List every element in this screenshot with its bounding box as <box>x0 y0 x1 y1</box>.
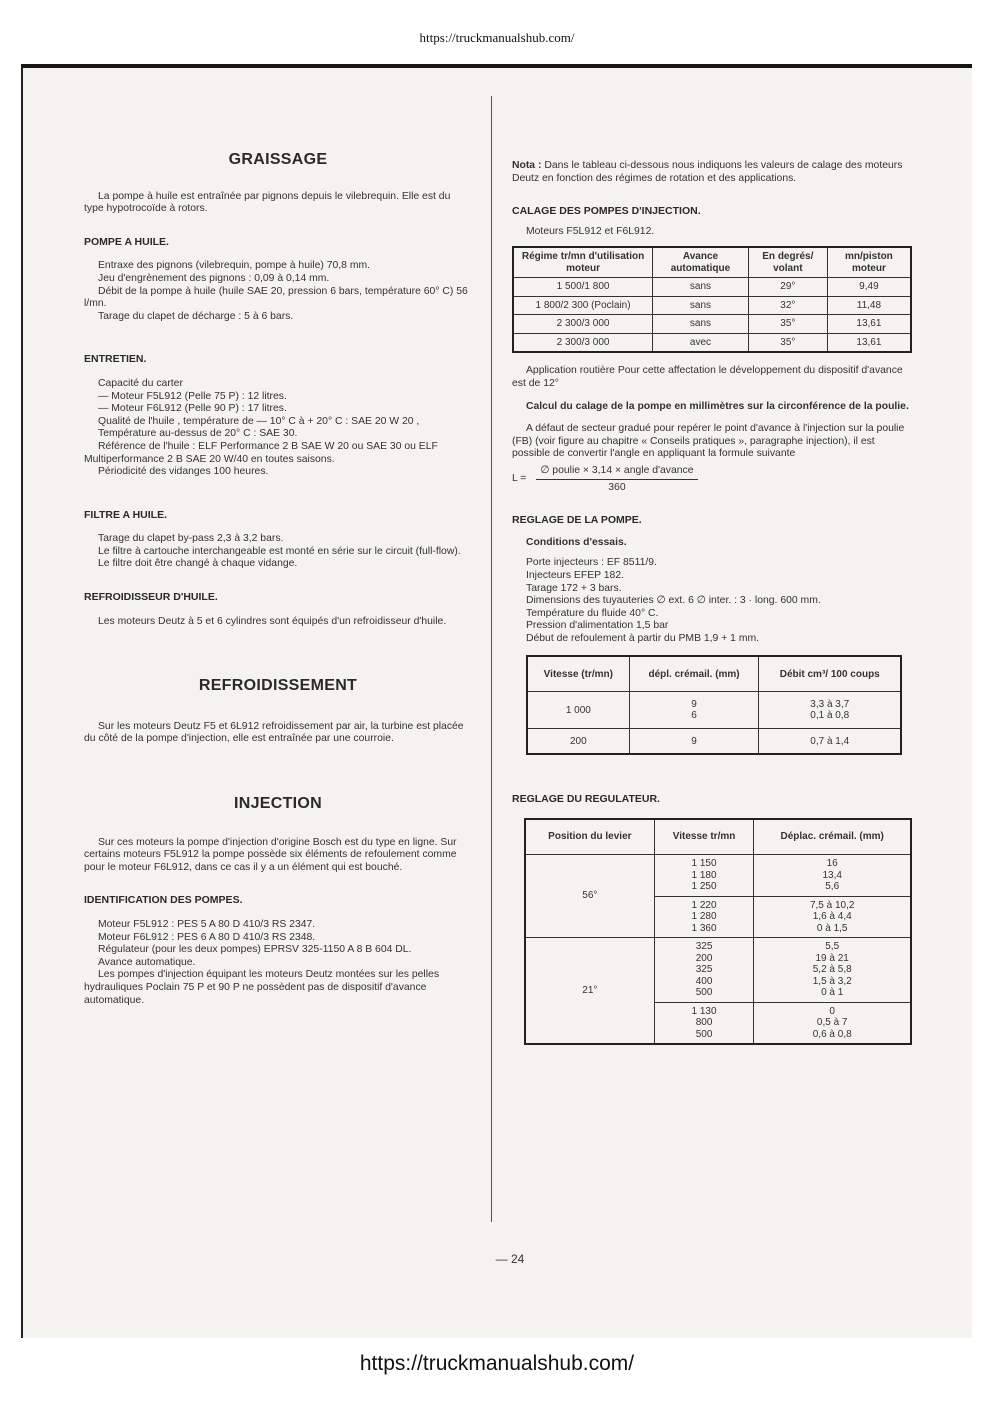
table-cell: 1 500/1 800 <box>513 278 653 297</box>
conditions-line: Tarage 172 + 3 bars. <box>526 582 622 594</box>
table-cell: 16 13,4 5,6 <box>754 855 911 897</box>
table-cell: 32° <box>748 296 827 315</box>
entretien-title: ENTRETIEN. <box>84 353 147 366</box>
entretien-line: Température au-dessus de 20° C : SAE 30. <box>98 428 298 440</box>
table-cell: avec <box>653 333 749 352</box>
conditions-line: Porte injecteurs : EF 8511/9. <box>526 557 657 569</box>
table-header: Débit cm³/ 100 coups <box>759 656 901 692</box>
pompe-line: Débit de la pompe à huile (huile SAE 20, pression 6 bars, température 60° C) 56 l/mn. <box>84 285 468 310</box>
conditions-line: Injecteurs EFEP 182. <box>526 569 624 581</box>
page-number: — 24 <box>495 1252 525 1266</box>
reglage-pompe-title: REGLAGE DE LA POMPE. <box>512 514 642 527</box>
reglage-regulateur-title: REGLAGE DU REGULATEUR. <box>512 793 660 806</box>
refroidissement-text: Sur les moteurs Deutz F5 et 6L912 refroidissement par air, la turbine est placée du côté de la pompe d'injection, elle est entraînée par une courroie. <box>84 720 464 745</box>
graissage-title: GRAISSAGE <box>228 151 328 168</box>
table-header: dépl. crémail. (mm) <box>629 656 759 692</box>
calage-title: CALAGE DES POMPES D'INJECTION. <box>512 205 701 218</box>
table-header-row <box>527 656 901 692</box>
table-cell: 1 000 <box>527 692 629 729</box>
calage-subtitle: Moteurs F5L912 et F6L912. <box>526 225 655 237</box>
table-cell: 13,61 <box>827 315 911 334</box>
refroidisseur-huile-text: Les moteurs Deutz à 5 et 6 cylindres sont équipés d'un refroidisseur d'huile. <box>98 615 447 627</box>
entretien-line: Périodicité des vidanges 100 heures. <box>98 466 269 478</box>
table-header-row <box>525 819 911 855</box>
table-header: Position du levier <box>525 819 654 855</box>
table-cell: sans <box>653 296 749 315</box>
table-header: mn/piston moteur <box>827 247 911 278</box>
conditions-line: Dimensions des tuyauteries ∅ ext. 6 ∅ inter. : 3 · long. 600 mm. <box>526 595 821 607</box>
calage-table <box>512 246 912 353</box>
table-row <box>513 333 911 352</box>
table-cell: 13,61 <box>827 333 911 352</box>
table-row <box>527 729 901 755</box>
table-cell: 1 150 1 180 1 250 <box>654 855 754 897</box>
table-cell: 9 <box>629 729 759 755</box>
graissage-intro: La pompe à huile est entraînée par pignons depuis le vilebrequin. Elle est du type hypotrocoïde à rotors. <box>84 190 451 215</box>
table-cell: 11,48 <box>827 296 911 315</box>
table-cell: 5,5 19 à 21 5,2 à 5,8 1,5 à 3,2 0 à 1 <box>754 938 911 1003</box>
formula-denominator: 360 <box>608 481 626 493</box>
application-text: Application routière Pour cette affectation le développement du dispositif d'avance est de 12° <box>512 365 903 389</box>
table-cell: 2 300/3 000 <box>513 333 653 352</box>
filtre-line: Le filtre doit être changé à chaque vidange. <box>98 558 298 570</box>
pompe-line: Jeu d'engrènement des pignons : 0,09 à 0,14 mm. <box>98 272 330 284</box>
table-row <box>525 855 911 897</box>
table-header: Vitesse (tr/mn) <box>527 656 629 692</box>
entretien-line: Référence de l'huile : ELF Performance 2 B SAE W 20 ou SAE 30 ou ELF Multiperformance 2 B SAE 20 W/40 en toutes saisons. <box>84 440 438 465</box>
conditions-line: Température du fluide 40° C. <box>526 607 659 619</box>
table-cell: 29° <box>748 278 827 297</box>
table-row <box>513 296 911 315</box>
table-header: Déplac. crémail. (mm) <box>754 819 911 855</box>
table-cell: sans <box>653 315 749 334</box>
entretien-line: — Moteur F5L912 (Pelle 75 P) : 12 litres. <box>98 390 287 402</box>
conditions-line: Début de refoulement à partir du PMB 1,9 + 1 mm. <box>526 632 760 644</box>
table-cell: 35° <box>748 315 827 334</box>
table-cell: 0 0,5 à 7 0,6 à 0,8 <box>754 1002 911 1044</box>
calcul-text: A défaut de secteur gradué pour repérer le point d'avance à l'injection sur la poulie (FB) (voir figure au chapitre « Conseils pratiques », paragraphe injection), il est possible de convertir l'angle en appliquant la formule suivante <box>512 423 905 460</box>
top-url[interactable]: https://truckmanualshub.com/ <box>419 30 575 45</box>
table-cell: 1 800/2 300 (Poclain) <box>513 296 653 315</box>
bottom-url[interactable]: https://truckmanualshub.com/ <box>359 1352 635 1375</box>
pompe-table <box>526 655 902 755</box>
filtre-title: FILTRE A HUILE. <box>84 508 168 521</box>
right-column <box>512 92 912 1045</box>
entretien-line: Qualité de l'huile , température de — 10° C à + 20° C : SAE 20 W 20 , <box>98 415 420 427</box>
table-header: Vitesse tr/mn <box>654 819 754 855</box>
filtre-line: Tarage du clapet by-pass 2,3 à 3,2 bars. <box>98 533 284 545</box>
ident-line: Avance automatique. <box>98 956 196 968</box>
entretien-line: Capacité du carter <box>98 377 183 389</box>
table-row <box>525 938 911 1003</box>
conditions-line: Pression d'alimentation 1,5 bar <box>526 620 669 632</box>
formula-numerator: ∅ poulie × 3,14 × angle d'avance <box>536 465 697 480</box>
formula-fraction <box>536 465 697 494</box>
table-cell: 21° <box>525 938 654 1045</box>
left-column <box>84 92 472 1007</box>
table-row <box>527 692 901 729</box>
table-header: Régime tr/mn d'utilisation moteur <box>513 247 653 278</box>
table-cell: 3,3 à 3,7 0,1 à 0,8 <box>759 692 901 729</box>
table-cell: 0,7 à 1,4 <box>759 729 901 755</box>
injection-title: INJECTION <box>233 795 323 813</box>
calcul-title: Calcul du calage de la pompe en millimètres sur la circonférence de la poulie. <box>526 400 909 412</box>
table-header: En degrés/ volant <box>748 247 827 278</box>
table-row <box>513 315 911 334</box>
identification-title: IDENTIFICATION DES POMPES. <box>84 894 243 907</box>
table-cell: 1 130 800 500 <box>654 1002 754 1044</box>
ident-line: Les pompes d'injection équipant les moteurs Deutz montées sur les pelles hydrauliques Poclain 75 P et 90 P ne possèdent pas de dispositif d'avance automatique. <box>84 969 440 1006</box>
table-cell: 35° <box>748 333 827 352</box>
formula-lhs: L = <box>512 473 527 485</box>
conditions-title: Conditions d'essais. <box>526 536 627 548</box>
table-cell: 200 <box>527 729 629 755</box>
pompe-line: Tarage du clapet de décharge : 5 à 6 bars. <box>98 310 294 322</box>
table-cell: 325 200 325 400 500 <box>654 938 754 1003</box>
table-header-row <box>513 247 911 278</box>
regulateur-table <box>524 818 912 1045</box>
table-row <box>513 278 911 297</box>
pompe-line: Entraxe des pignons (vilebrequin, pompe à huile) 70,8 mm. <box>98 260 371 272</box>
table-cell: 9,49 <box>827 278 911 297</box>
column-divider <box>491 96 492 1222</box>
table-cell: sans <box>653 278 749 297</box>
formula <box>512 465 912 494</box>
pompe-huile-title: POMPE A HUILE. <box>84 235 169 248</box>
table-cell: 2 300/3 000 <box>513 315 653 334</box>
table-header: Avance automatique <box>653 247 749 278</box>
injection-text: Sur ces moteurs la pompe d'injection d'origine Bosch est du type en ligne. Sur certains moteurs F5L912 la pompe possède six éléments de refoulement comme pour le moteur F6L912, dans ce cas il y a un élément qui est bouché. <box>84 836 457 873</box>
refroidissement-title: REFROIDISSEMENT <box>198 677 358 695</box>
ident-line: Moteur F6L912 : PES 6 A 80 D 410/3 RS 2348. <box>98 931 316 943</box>
table-cell: 56° <box>525 855 654 938</box>
table-cell: 7,5 à 10,2 1,6 à 4,4 0 à 1,5 <box>754 896 911 938</box>
nota-text: Dans le tableau ci-dessous nous indiquons les valeurs de calage des moteurs Deutz en fonction des régimes de rotation et des applications. <box>512 160 903 184</box>
entretien-line: — Moteur F6L912 (Pelle 90 P) : 17 litres. <box>98 403 287 415</box>
ident-line: Régulateur (pour les deux pompes) EPRSV 325-1150 A 8 B 604 DL. <box>98 944 412 956</box>
ident-line: Moteur F5L912 : PES 5 A 80 D 410/3 RS 2347. <box>98 919 316 930</box>
nota-paragraph <box>512 160 912 185</box>
table-cell: 9 6 <box>629 692 759 729</box>
filtre-line: Le filtre à cartouche interchangeable est monté en série sur le circuit (full-flow). <box>98 545 461 557</box>
refroidisseur-huile-title: REFROIDISSEUR D'HUILE. <box>84 591 218 604</box>
nota-label: Nota : <box>512 160 542 171</box>
table-cell: 1 220 1 280 1 360 <box>654 896 754 938</box>
